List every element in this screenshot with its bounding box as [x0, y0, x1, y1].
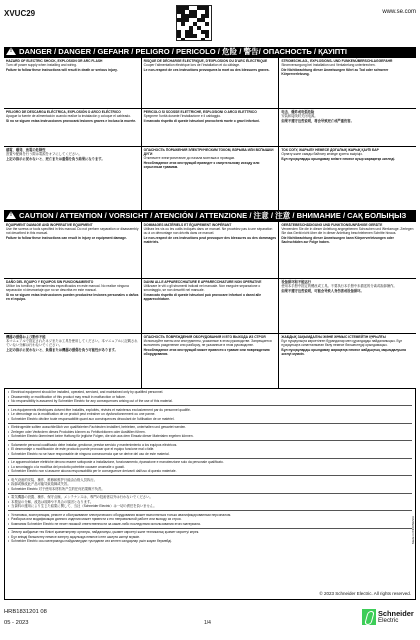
warning-body: Turn off power supply when installing and wiring. — [6, 63, 77, 68]
caution-grid — [4, 221, 416, 389]
warning-consequence: Le non-respect de ces instructions provoquera la mort ou des blessures graves. — [143, 68, 270, 73]
warning-consequence: Die Nichtbeachtung dieser Anweisungen führt zu Tod oder schwerer Körperverletzung. — [281, 68, 389, 77]
note-separator — [8, 440, 412, 441]
warning-body: Use the screws or tools specified in this manual. Do not perform separation or disassembly not described in this manual. — [6, 227, 139, 236]
warning-cell — [142, 279, 280, 333]
warning-row — [4, 279, 416, 334]
note-item: • Zerlegen oder Verändern dieses Produktes können zu Fehlfunktionen oder Ausfällen führen. — [8, 430, 412, 435]
warning-cell — [142, 109, 280, 146]
instruction-sheet — [4, 4, 416, 636]
note-separator — [8, 405, 412, 406]
note-item: • 电气设备的安装、操作、维修和维护只能由合格人员执行。 — [8, 478, 412, 483]
note-item: • Les équipements électriques doivent être installés, exploités, révisés et maintenus exclusivement par du personnel qualifié. — [8, 408, 412, 413]
logo-line2: Electric — [378, 617, 399, 624]
danger-banner-text: DANGER / DANGER / GEFAHR / PELIGRO / PERICOLO / 危险 / 警告/ ОПАСНОСТЬ / ҚАУІПТІ — [19, 47, 347, 56]
note-item: • Электр жабдығын тек білікті қызметкерлер орнатуы, пайдалануы, қызмет көрсетуі және техникалық қызмет көрсетуі керек. — [8, 530, 412, 535]
warning-cell — [4, 147, 142, 210]
warning-consequence: 上記の指示に従わないと、負傷または機器の損傷を負う可能性があります。 — [6, 348, 118, 353]
warning-consequence: Il mancato rispetto di queste istruzioni provocherà morte o gravi infortuni. — [143, 119, 260, 124]
note-item: • Компания Schneider Electric не несет никакой ответственности за какие-либо последствия использования этого материала. — [8, 522, 412, 527]
note-item: • Schneider Electric 对于使用本材料所产生的任何后果概不负责。 — [8, 487, 412, 492]
note-item: • No responsibility is assumed by Schneider Electric for any consequences arising out of the use of this material. — [8, 399, 412, 404]
warning-consequence: Si no se siguen estas instrucciones provocará lesiones graves e incluso la muerte. — [6, 119, 137, 124]
warning-heading: ТОК СОҒУ, ЖАРЫЛУ НЕМЕСЕ ДОҒАЛЫҚ ЖАРЫҚ ҚАУПІ БАР — [281, 148, 379, 152]
warning-heading: RISQUE DE DÉCHARGE ÉLECTRIQUE, D'EXPLOSION OU D'ARC ÉLECTRIQUE — [143, 59, 268, 63]
note-item: • Electrical equipment should be installed, operated, serviced, and maintained only by qualified personnel. — [8, 390, 412, 395]
general-notes — [4, 388, 416, 600]
note-item: • Disassembly or modification of this product may result in malfunction or failure. — [8, 395, 412, 400]
warning-consequence: Failure to follow these instructions will result in death or serious injury. — [6, 68, 118, 73]
warning-heading: DAÑO DEL EQUIPO Y EQUIPOS SIN FUNCIONAMIENTO — [6, 280, 94, 284]
warning-body: 本マニュアルで指定されたネジまたは工具を使用してください。本マニュアルに記載されていない分解は行わないでください。 — [6, 339, 138, 348]
warning-cell — [142, 58, 280, 108]
warning-body: Verwenden Sie die in dieser Anleitung angegebenen Schrauben und Werkzeuge. Zerlegen Sie das Gerät nicht über die in dieser Anleitung beschriebenen Schritte hinaus. — [281, 227, 414, 236]
sheet-header — [4, 4, 416, 48]
note-item: • El desmontaje o modificación de este producto puede provocar que el equipo funcione mal o falle. — [8, 447, 412, 452]
warning-cell — [279, 334, 416, 388]
caution-banner-text: CAUTION / ATTENTION / VORSICHT / ATENCIÓN / ATTENZIONE / 注意 / 注意 / ВНИМАНИЕ / САҚ БОЛЫҢЫЗ — [19, 211, 407, 220]
warning-consequence: Il mancato rispetto di queste istruzioni può provocare infortuni o danni alle apparecchiature. — [143, 293, 262, 302]
warning-cell — [4, 334, 142, 388]
danger-banner — [4, 47, 416, 57]
warning-cell — [4, 109, 142, 146]
warning-cell — [279, 222, 416, 278]
note-item: • Elektrogeräte sollten ausschließlich von qualifizierten Fachleuten installiert, betrieben, unterhalten und gewartet werden. — [8, 425, 412, 430]
warning-body: Utilice los tornillos y herramientas especificados en este manual. No realice ninguna separación ni desmontaje que no se describa en este manual. — [6, 284, 129, 293]
warning-consequence: Несоблюдение этих инструкций приведет к смертельному исходу или серьезным травмам. — [143, 161, 260, 170]
warning-heading: 機器の損傷および動作不能 — [6, 335, 46, 339]
note-item: • Установка, эксплуатация, ремонт и обслуживание электрического оборудования может выполняться только квалифицированным персоналом. — [8, 513, 412, 518]
warning-heading: ЖАБДЫҚ ЗАҚЫМДАЛУЫ ЖӘНЕ ЖҰМЫС ІСТЕМЕЙТІН ҚҰРЫЛҒЫ — [281, 335, 386, 339]
warning-body: Используйте винты или инструменты, указанные в этом руководстве. Запрещается выполнять разделение или разборку, не указанные в этом руководстве. — [143, 339, 272, 348]
warning-body: Apague la fuente de alimentación cuando realice la instalación y coloque el cableado. — [6, 114, 132, 119]
sheet-footer — [4, 605, 416, 636]
warning-row — [4, 109, 416, 147]
document-number: HRB1831201 08 — [4, 609, 47, 615]
note-item: • 拆卸或修改此产品可能导致故障或失效。 — [8, 482, 412, 487]
warning-body: Utilisez les vis ou les outils indiqués dans ce manuel. Ne procédez pas à une séparation ou à un démontage non décrits dans ce manuel. — [143, 227, 273, 236]
warning-consequence: Failure to follow these instructions can result in injury or equipment damage. — [6, 236, 127, 241]
warning-body: Отключите электропитание до начала монтажа и проводки. — [143, 156, 236, 161]
warning-consequence: Si no se siguen estas instrucciones pueden producirse lesiones personales o daños en el equipo. — [6, 293, 139, 302]
danger-grid — [4, 57, 416, 211]
note-item: • Schneider Electric осы материалды пайдаланудан туындаған кез келген салдарлар үшін жауап бермейді. — [8, 539, 412, 544]
note-separator — [8, 528, 412, 529]
warning-heading: 设备损坏和不能运行 — [281, 280, 312, 284]
warning-body: Орнату және сымды байлату кезінде қуатты өшіріңіз. — [281, 152, 363, 157]
warning-heading: GERÄTEBESCHÄDIGUNG UND FUNKTIONSUNFÄHIGE GERÄTE — [281, 223, 383, 227]
warning-heading: STROMSCHLAG-, EXPLOSIONS- UND FUNKENÜBERSCHLAGGEFAHR — [281, 59, 393, 63]
warning-cell — [4, 222, 142, 278]
warning-consequence: Бұл нұсқауларды орындамау өлімге немесе ауыр жарақатқа әкеледі. — [281, 157, 396, 162]
website-url: www.se.com — [382, 9, 416, 15]
warning-body: Бұл нұсқаулықта көрсетілген бұрандалар мен құралдарды пайдаланыңыз. Бұл нұсқаулықта сипатталмаған бөлу немесе бөлшектеуді орындамаңыз. — [281, 339, 403, 348]
warning-row — [4, 147, 416, 211]
warning-triangle-icon — [6, 211, 16, 219]
note-separator — [8, 475, 412, 476]
warning-cell — [142, 147, 280, 210]
warning-body: Utilizzare le viti o gli strumenti indicati nel manuale. Non eseguire separazione o smontaggio, se non descritti nel manuale. — [143, 284, 261, 293]
note-separator — [8, 423, 412, 424]
warning-cell — [279, 109, 416, 146]
note-item: • Schneider Electric non si assume alcuna responsabilità per le conseguenze derivanti dall'uso di questo materiale. — [8, 469, 412, 474]
warning-consequence: 上記の指示に従わないと、死亡または重傷を負う結果になります。 — [6, 157, 105, 162]
warning-consequence: Le non-respect de ces instructions peut provoquer des blessures ou des dommages matériels. — [143, 236, 277, 245]
warning-heading: PERICOLO SI SCOSSE ELETTRICHE, ESPLOSIONI O ARCO ELETTRICO — [143, 110, 257, 114]
warning-heading: EQUIPMENT DAMAGE AND INOPERATIVE EQUIPMENT — [6, 223, 93, 227]
warning-body: Spegnere l'unità durante l'installazione e il cablaggio. — [143, 114, 221, 119]
note-separator — [8, 458, 412, 459]
origin-note: Made in INDONESIA — [411, 516, 415, 545]
note-item: • Le démontage ou la modification de ce produit peut entraîner un dysfonctionnement ou une panne. — [8, 412, 412, 417]
caution-banner — [4, 211, 416, 221]
warning-cell — [279, 147, 416, 210]
warning-cell — [279, 58, 416, 108]
warning-body: 安装和接线时关闭电源。 — [281, 114, 318, 119]
warning-triangle-icon — [6, 47, 16, 55]
copyright: © 2023 Schneider Electric. All rights reserved. — [319, 591, 411, 596]
schneider-logo — [362, 605, 414, 633]
note-item: • Бұл өнімді бөлшектеу немесе өзгерту ақаулыққа немесе істен шығуға әкелуі мүмкін. — [8, 535, 412, 540]
warning-cell — [142, 334, 280, 388]
warning-consequence: 如果不遵守这些说明，可能会导致人身伤害或设备损坏。 — [281, 289, 364, 294]
page-number: 1/4 — [204, 620, 211, 626]
warning-row — [4, 58, 416, 109]
note-item: • Разборка или модификация данного изделия может привести к его неправильной работе или выходу из строя. — [8, 517, 412, 522]
warning-body: Stromversorgung bei Installation und Verkabelung unterbrechen. — [281, 63, 376, 68]
warning-heading: ОПАСНОСТЬ ПОВРЕЖДЕНИЯ ОБОРУДОВАНИЯ И ЕГО ВЫХОДА ИЗ СТРОЯ — [143, 335, 266, 339]
note-item: • Schneider Electric no se hace responsable de ninguna consecuencia que se derive del uso de este material. — [8, 452, 412, 457]
warning-consequence: Несоблюдение этих инструкций может привести к травме или повреждению оборудования. — [143, 348, 270, 357]
warning-cell — [4, 58, 142, 108]
warning-body: 使用本手册中指定的螺丝或工具。不要执行本手册中未描述的分离或拆卸操作。 — [281, 284, 397, 289]
warning-body: 設置や配線を行う際は電源をオフにしてください。 — [6, 152, 82, 157]
note-item: • Schneider Electric übernimmt keine Haftung für jegliche Folgen, die sich aus dem Einsatz dieser Materialen ergeben können. — [8, 434, 412, 439]
warning-consequence: Бұл нұсқауларды орындамау жарақатқа немесе жабдықтың зақымдалуына әкелуі мүмкін. — [281, 348, 406, 357]
warning-cell — [279, 279, 416, 333]
warning-cell — [142, 222, 280, 278]
qr-code-icon — [176, 5, 212, 41]
note-separator — [8, 510, 412, 511]
note-item: • Solamente personal cualificado debe instalar, gestionar, prestar servicio y mantenimiento a los equipos eléctricos. — [8, 443, 412, 448]
note-item: • 当資料の運用により生じた結果に関して、当社（Schneider Electric）は一切の責任を負いません。 — [8, 504, 412, 509]
warning-heading: 电击、爆炸或电弧危险 — [281, 110, 315, 114]
warning-consequence: 如果不遵守这些说明，将会导致死亡或严重伤害。 — [281, 119, 354, 124]
note-item: • Schneider Electric décline toute responsabilité quant aux conséquences découlant de l'utilisation de ce matériel. — [8, 417, 412, 422]
warning-heading: 感電、爆発、放電の危険性 — [6, 148, 46, 152]
warning-consequence: Die Nichtbeachtung dieser Anweisungen kann Körperverletzungen oder Sachschäden zur Folge haben. — [281, 236, 394, 245]
warning-body: Couper l'alimentation électrique lors de l'installation et du câblage. — [143, 63, 241, 68]
warning-heading: ОПАСНОСТЬ ПОРАЖЕНИЯ ЭЛЕКТРИЧЕСКИМ ТОКОМ, ВЗРЫВА ИЛИ ВСПЫШКИ ДУГИ — [143, 148, 274, 157]
note-item: • Lo smontaggio o la modifica del prodotto potrebbe causare anomalie o guasti. — [8, 465, 412, 470]
publication-date: 05 - 2023 — [4, 620, 29, 626]
warning-row — [4, 222, 416, 279]
logo-line1: Schneider — [378, 609, 414, 618]
warning-heading: PELIGRO DE DESCARGA ELÉCTRICA, EXPLOSIÓN O ARCO ELÉCTRICO — [6, 110, 121, 114]
warning-heading: DOMMAGES MATÉRIELS ET ÉQUIPEMENT INOPÉRANT — [143, 223, 232, 227]
warning-cell — [4, 279, 142, 333]
note-item: • Le apparecchiature elettriche devono essere sottoposte a installazione, funzionamento, riparazione e manutenzione solo da personale qualificato. — [8, 460, 412, 465]
product-code: XVUC29 — [4, 9, 36, 18]
warning-row — [4, 334, 416, 389]
warning-heading: DANNI ALLE APPARECCHIATURE E APPARECCHIATURE NON OPERATIVE — [143, 280, 262, 284]
note-item: • 本製品の分解、改造は故障や不具合の原因となります。 — [8, 500, 412, 505]
life-is-on-icon — [362, 609, 376, 625]
warning-heading: HAZARD OF ELECTRIC SHOCK, EXPLOSION OR ARC FLASH — [6, 59, 103, 63]
note-item: • 電気機器の設置、操作、保守点検、メンテナンスは、専門の技術者以外は行わないでください。 — [8, 495, 412, 500]
note-separator — [8, 493, 412, 494]
